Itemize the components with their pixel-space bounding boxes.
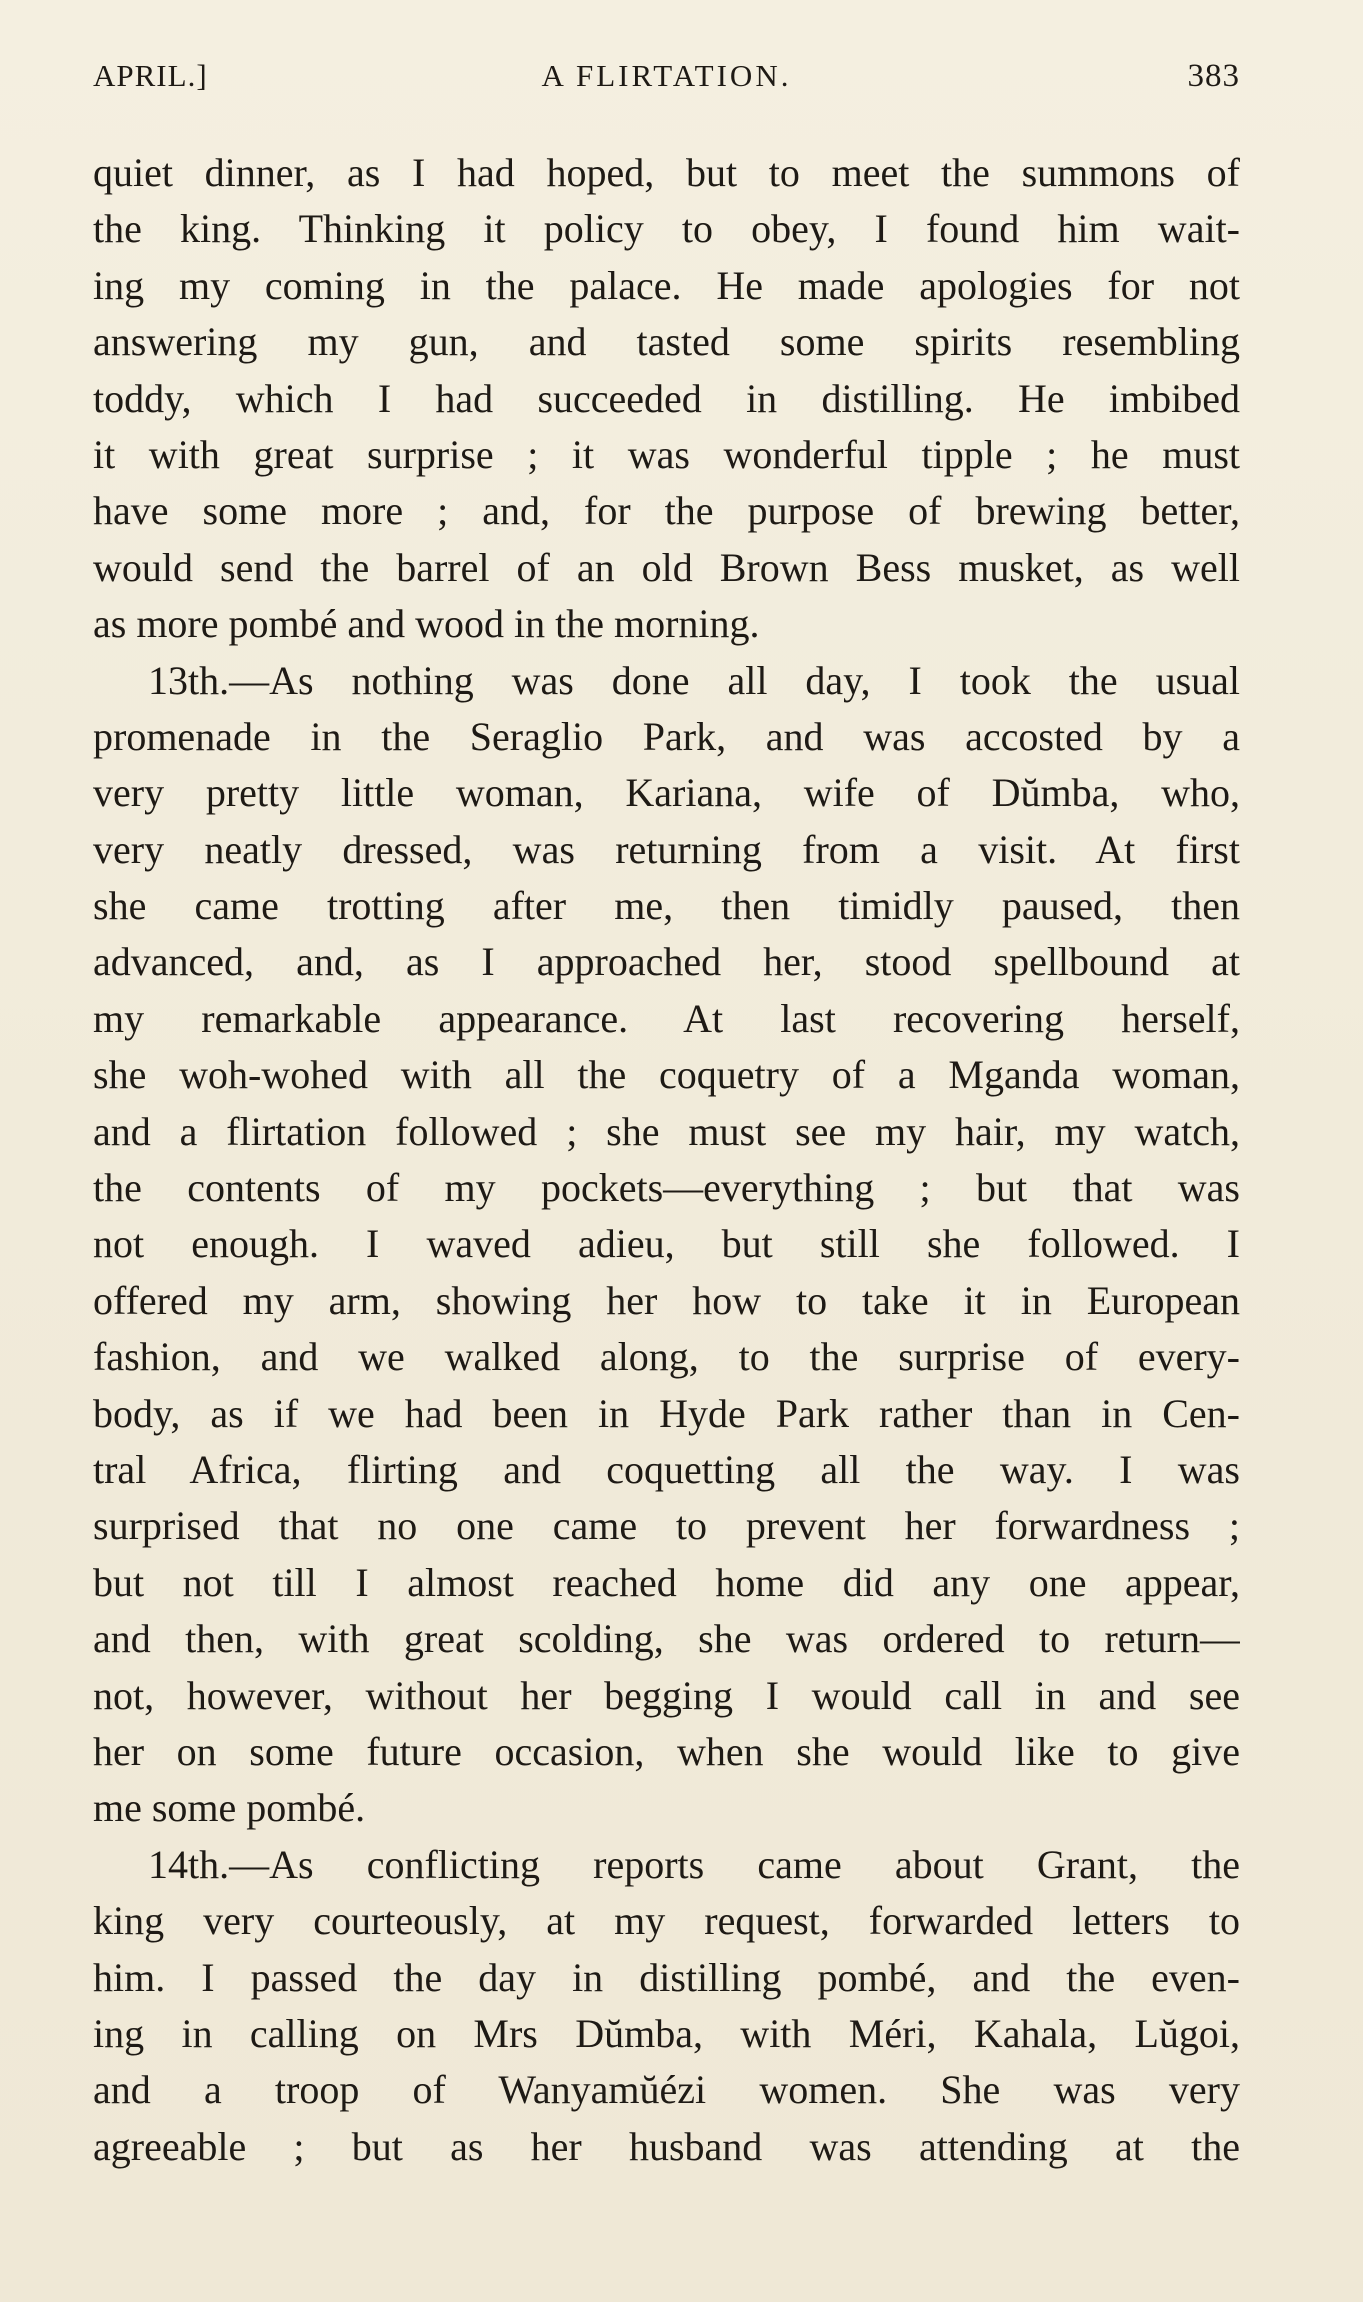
text-line: 13th.—As nothing was done all day, I took the usual	[148, 657, 1240, 703]
text-line: very neatly dressed, was returning from a visit. At first	[93, 826, 1240, 872]
text-line: but not till I almost reached home did any one appear,	[93, 1559, 1240, 1605]
text-line: she woh-wohed with all the coquetry of a Mganda woman,	[93, 1052, 1240, 1098]
text-line: agreeable ; but as her husband was attending at the	[93, 2123, 1240, 2169]
text-line: advanced, and, as I approached her, stood spellbound at	[93, 939, 1240, 985]
text-line: and a flirtation followed ; she must see my hair, my watch,	[93, 1108, 1240, 1154]
text-line: tral Africa, flirting and coquetting all the way. I was	[93, 1446, 1240, 1492]
text-line: him. I passed the day in distilling pombé, and the even-	[93, 1954, 1240, 2000]
text-line: and then, with great scolding, she was ordered to return—	[93, 1616, 1240, 1662]
text-line: it with great surprise ; it was wonderful tipple ; he must	[93, 431, 1240, 477]
text-line: as more pombé and wood in the morning.	[93, 601, 760, 647]
text-line: answering my gun, and tasted some spirits resembling	[93, 319, 1240, 365]
running-head	[93, 58, 1240, 108]
text-line: not enough. I waved adieu, but still she followed. I	[93, 1221, 1240, 1267]
text-line: have some more ; and, for the purpose of brewing better,	[93, 488, 1240, 534]
text-line: ing in calling on Mrs Dŭmba, with Méri, Kahala, Lŭgoi,	[93, 2010, 1240, 2056]
text-line: she came trotting after me, then timidly paused, then	[93, 883, 1240, 929]
text-line: fashion, and we walked along, to the surprise of every-	[93, 1334, 1240, 1380]
running-head-title: A FLIRTATION.	[541, 58, 792, 93]
text-line: would send the barrel of an old Brown Bess musket, as well	[93, 544, 1240, 590]
text-line: surprised that no one came to prevent her forwardness ;	[93, 1503, 1240, 1549]
body-text	[93, 145, 1240, 2175]
text-line: body, as if we had been in Hyde Park rather than in Cen-	[93, 1390, 1240, 1436]
text-line: me some pombé.	[93, 1785, 366, 1831]
text-line: and a troop of Wanyamŭézi women. She was very	[93, 2067, 1240, 2113]
page-number: 383	[1187, 58, 1240, 94]
text-line: quiet dinner, as I had hoped, but to meet the summons of	[93, 150, 1240, 195]
text-line: king very courteously, at my request, forwarded letters to	[93, 1898, 1240, 1944]
text-line: the king. Thinking it policy to obey, I found him wait-	[93, 206, 1240, 252]
text-line: offered my arm, showing her how to take it in European	[93, 1277, 1240, 1323]
text-line: very pretty little woman, Kariana, wife of Dŭmba, who,	[93, 770, 1240, 816]
text-line: her on some future occasion, when she would like to give	[93, 1728, 1240, 1774]
text-line: ing my coming in the palace. He made apologies for not	[93, 262, 1240, 308]
text-line: 14th.—As conflicting reports came about Grant, the	[148, 1841, 1240, 1887]
text-line: not, however, without her begging I would call in and see	[93, 1672, 1240, 1718]
text-line: my remarkable appearance. At last recovering herself,	[93, 995, 1240, 1041]
running-head-month: APRIL.]	[93, 58, 208, 93]
text-line: promenade in the Seraglio Park, and was accosted by a	[93, 713, 1240, 759]
text-line: the contents of my pockets—everything ; but that was	[93, 1165, 1240, 1211]
text-line: toddy, which I had succeeded in distilling. He imbibed	[93, 375, 1240, 421]
